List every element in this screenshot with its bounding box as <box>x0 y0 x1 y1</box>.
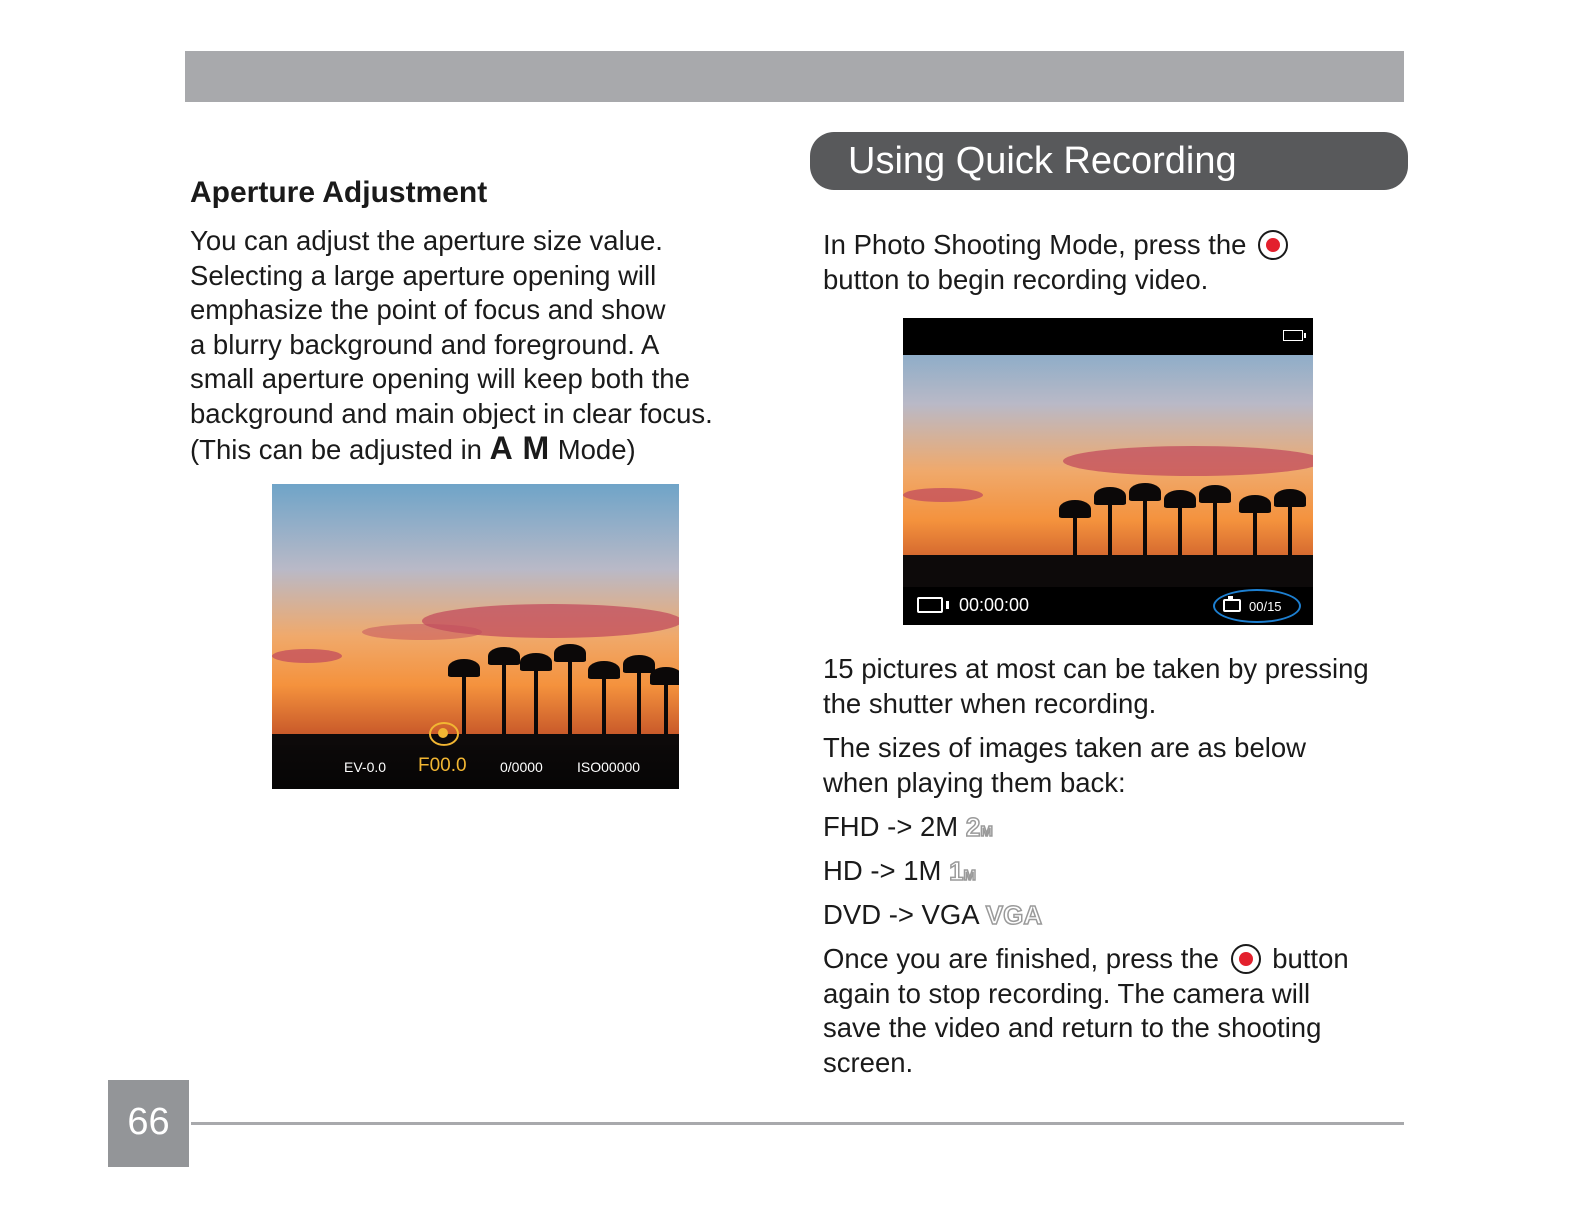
paragraph-line: again to stop recording. The camera will <box>823 977 1311 1009</box>
counter-highlight-ring <box>1213 589 1301 623</box>
mode-line-prefix: (This can be adjusted in <box>190 434 490 465</box>
aperture-section <box>190 172 750 468</box>
record-button-icon <box>1258 230 1288 260</box>
paragraph-line: You can adjust the aperture size value. <box>190 225 663 256</box>
intro-line: button to begin recording video. <box>823 263 1209 295</box>
finish-paragraph <box>823 942 1408 1080</box>
battery-icon <box>1283 330 1303 341</box>
intro-text: In Photo Shooting Mode, press the <box>823 229 1247 260</box>
intro-line <box>823 228 1408 263</box>
page-number-box <box>108 1080 189 1167</box>
paragraph-line: the shutter when recording. <box>823 687 1157 719</box>
recording-screen-image <box>903 318 1313 625</box>
shutter-value: 0/0000 <box>500 759 543 775</box>
osd-bar <box>272 745 679 789</box>
am-mode-icons: A M <box>489 430 551 466</box>
finish-text: Once you are finished, press the <box>823 943 1219 974</box>
icon-main: 2 <box>965 812 981 842</box>
video-mode-icon <box>917 597 943 613</box>
1m-size-icon <box>949 854 976 894</box>
recording-timecode: 00:00:00 <box>959 595 1030 615</box>
iso-value: ISO00000 <box>577 759 641 775</box>
size-row-fhd <box>823 810 1408 850</box>
2m-size-icon <box>966 810 993 850</box>
page-number: 66 <box>127 1101 170 1143</box>
paragraph-line: save the video and return to the shooting <box>823 1012 1322 1043</box>
section-title-bar <box>810 132 1408 190</box>
aperture-screen-image <box>272 484 679 789</box>
header-bar <box>185 51 1404 102</box>
paragraph-line: screen. <box>823 1046 914 1078</box>
focus-indicator-icon <box>429 722 459 746</box>
paragraph-line: small aperture opening will keep both the <box>190 363 690 394</box>
intro-paragraph <box>823 228 1408 297</box>
photo-counter: 00/15 <box>1249 599 1282 614</box>
finish-text-tail: button <box>1272 943 1349 974</box>
size-row <box>823 898 1408 933</box>
cloud <box>362 624 482 640</box>
aperture-heading: Aperture Adjustment <box>190 176 488 209</box>
size-row <box>823 810 1408 850</box>
paragraph-line: when playing them back: <box>823 766 1126 798</box>
icon-sub: M <box>963 867 977 884</box>
paragraph-line: background and main object in clear focus. <box>190 397 713 429</box>
aperture-paragraph <box>190 224 750 468</box>
size-label: FHD -> 2M <box>823 811 959 842</box>
sizes-paragraph <box>823 731 1408 800</box>
screen-bottom-strip <box>903 587 1313 625</box>
ev-value: EV-0.0 <box>344 759 387 775</box>
paragraph-line: The sizes of images taken are as below <box>823 732 1307 763</box>
size-row-dvd <box>823 898 1408 933</box>
aperture-value: F00.0 <box>418 755 467 776</box>
icon-main: VGA <box>985 900 1043 930</box>
mode-line-suffix: Mode) <box>550 434 636 465</box>
paragraph-line: emphasize the point of focus and show <box>190 294 666 325</box>
cloud <box>272 649 342 663</box>
footer-rule <box>191 1122 1404 1125</box>
paragraph-line: 15 pictures at most can be taken by pressing <box>823 653 1369 684</box>
paragraph-line: a blurry background and foreground. A <box>190 328 660 360</box>
vga-size-icon <box>986 898 1042 933</box>
cloud <box>903 488 983 502</box>
mode-line <box>190 431 750 468</box>
pictures-paragraph <box>823 652 1408 721</box>
icon-sub: M <box>980 823 993 840</box>
screen-top-strip <box>903 318 1313 355</box>
size-row-hd <box>823 854 1408 894</box>
record-button-icon <box>1231 944 1261 974</box>
section-title: Using Quick Recording <box>848 140 1237 182</box>
finish-line <box>823 942 1408 977</box>
size-row <box>823 854 1408 894</box>
paragraph-line: Selecting a large aperture opening will <box>190 259 657 291</box>
icon-main: 1 <box>949 856 964 886</box>
size-label: DVD -> VGA <box>823 899 979 930</box>
size-label: HD -> 1M <box>823 855 942 886</box>
cloud <box>1063 446 1313 476</box>
